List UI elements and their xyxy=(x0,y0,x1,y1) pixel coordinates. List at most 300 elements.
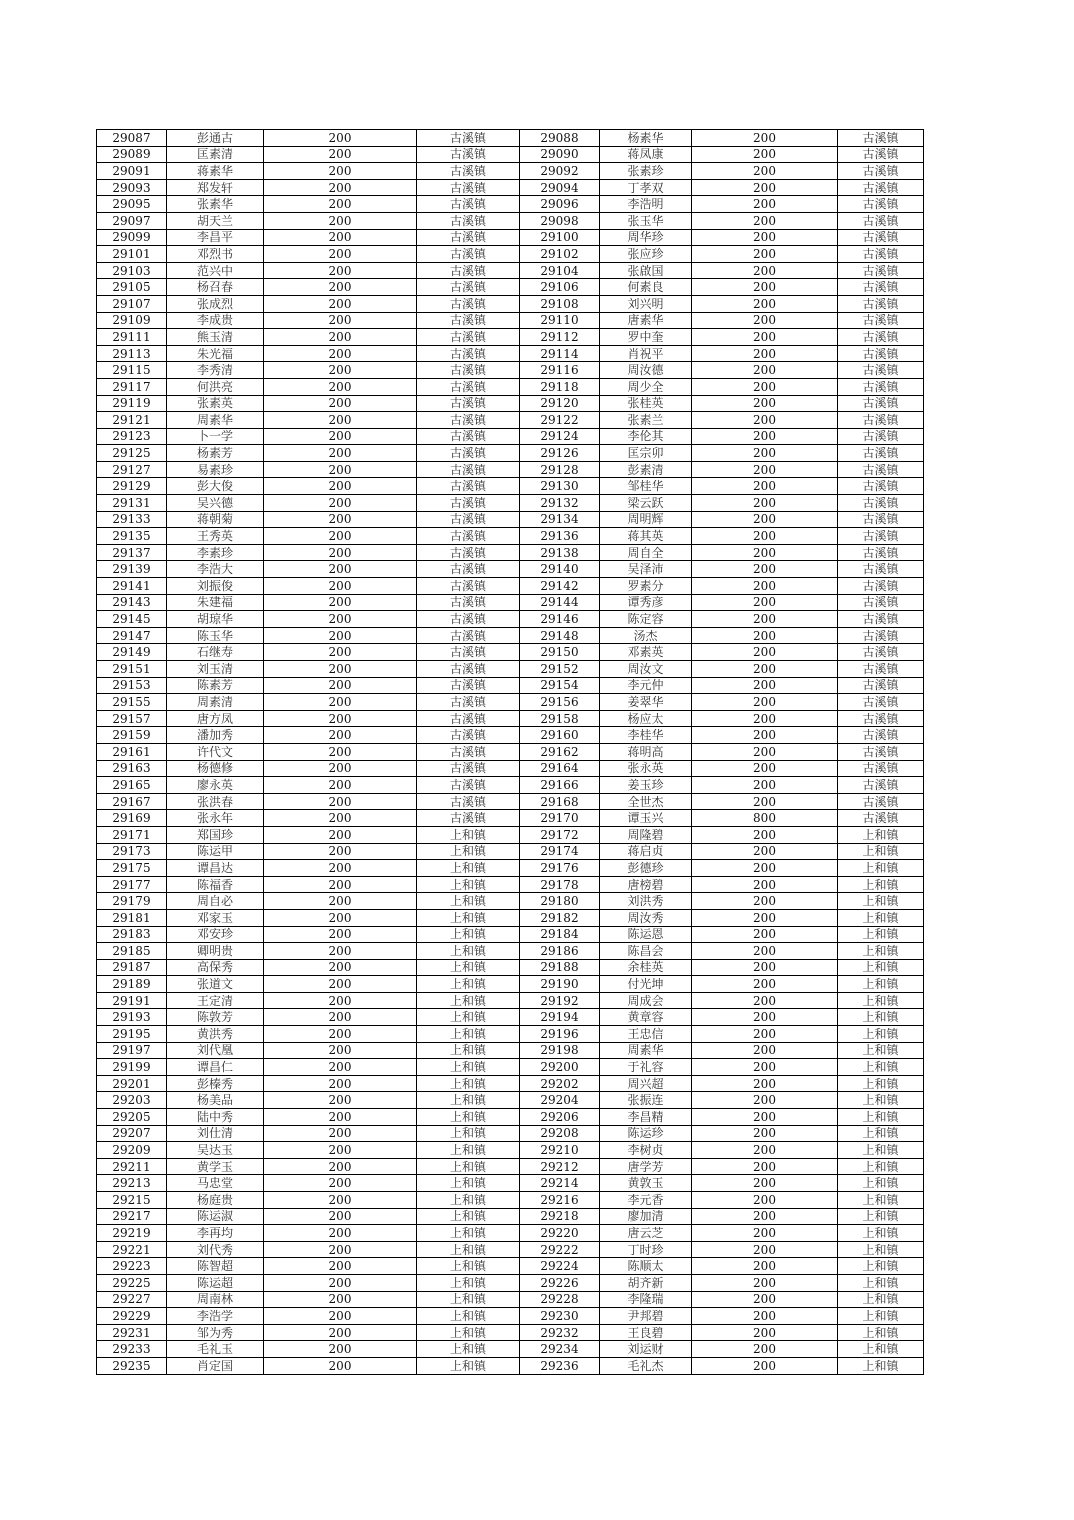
record-id-cell: 29142 xyxy=(520,578,600,595)
township-cell: 古溪镇 xyxy=(417,262,520,279)
person-name-cell: 罗素分 xyxy=(600,578,692,595)
township-cell: 古溪镇 xyxy=(417,163,520,180)
township-cell: 上和镇 xyxy=(417,1109,520,1126)
person-name-cell: 周兴超 xyxy=(600,1075,692,1092)
amount-cell: 200 xyxy=(264,561,417,578)
amount-cell: 200 xyxy=(692,561,838,578)
township-cell: 古溪镇 xyxy=(838,644,924,661)
record-id-cell: 29103 xyxy=(97,262,167,279)
record-id-cell: 29094 xyxy=(520,179,600,196)
amount-cell: 200 xyxy=(264,246,417,263)
record-id-cell: 29160 xyxy=(520,727,600,744)
township-cell: 古溪镇 xyxy=(838,677,924,694)
amount-cell: 200 xyxy=(692,1009,838,1026)
table-row xyxy=(97,179,924,196)
record-id-cell: 29177 xyxy=(97,876,167,893)
amount-cell: 200 xyxy=(692,511,838,528)
amount-cell: 200 xyxy=(264,163,417,180)
person-name-cell: 李隆瑞 xyxy=(600,1291,692,1308)
table-row xyxy=(97,594,924,611)
record-id-cell: 29134 xyxy=(520,511,600,528)
person-name-cell: 卿明贵 xyxy=(167,943,264,960)
amount-cell: 800 xyxy=(692,810,838,827)
person-name-cell: 张玉华 xyxy=(600,212,692,229)
township-cell: 古溪镇 xyxy=(417,661,520,678)
record-id-cell: 29183 xyxy=(97,926,167,943)
record-id-cell: 29122 xyxy=(520,412,600,429)
record-id-cell: 29168 xyxy=(520,793,600,810)
township-cell: 古溪镇 xyxy=(838,196,924,213)
person-name-cell: 杨庭贵 xyxy=(167,1192,264,1209)
table-row xyxy=(97,1092,924,1109)
record-id-cell: 29232 xyxy=(520,1324,600,1341)
record-id-cell: 29154 xyxy=(520,677,600,694)
person-name-cell: 杨素华 xyxy=(600,130,692,147)
amount-cell: 200 xyxy=(264,677,417,694)
township-cell: 古溪镇 xyxy=(838,246,924,263)
amount-cell: 200 xyxy=(264,727,417,744)
person-name-cell: 陈玉华 xyxy=(167,627,264,644)
record-id-cell: 29228 xyxy=(520,1291,600,1308)
person-name-cell: 毛礼玉 xyxy=(167,1341,264,1358)
person-name-cell: 邓家玉 xyxy=(167,909,264,926)
person-name-cell: 周隆碧 xyxy=(600,826,692,843)
township-cell: 上和镇 xyxy=(417,1258,520,1275)
record-id-cell: 29210 xyxy=(520,1142,600,1159)
table-row xyxy=(97,976,924,993)
amount-cell: 200 xyxy=(264,179,417,196)
amount-cell: 200 xyxy=(264,345,417,362)
amount-cell: 200 xyxy=(264,1274,417,1291)
township-cell: 古溪镇 xyxy=(838,727,924,744)
person-name-cell: 刘兴明 xyxy=(600,295,692,312)
township-cell: 古溪镇 xyxy=(838,611,924,628)
amount-cell: 200 xyxy=(692,1225,838,1242)
township-cell: 上和镇 xyxy=(838,959,924,976)
table-row xyxy=(97,876,924,893)
amount-cell: 200 xyxy=(692,743,838,760)
township-cell: 古溪镇 xyxy=(417,295,520,312)
record-id-cell: 29235 xyxy=(97,1357,167,1374)
record-id-cell: 29200 xyxy=(520,1059,600,1076)
amount-cell: 200 xyxy=(264,1308,417,1325)
township-cell: 古溪镇 xyxy=(417,627,520,644)
record-id-cell: 29152 xyxy=(520,661,600,678)
township-cell: 上和镇 xyxy=(417,1042,520,1059)
township-cell: 古溪镇 xyxy=(417,212,520,229)
township-cell: 上和镇 xyxy=(838,1075,924,1092)
table-row xyxy=(97,561,924,578)
person-name-cell: 朱光福 xyxy=(167,345,264,362)
township-cell: 上和镇 xyxy=(838,826,924,843)
record-id-cell: 29202 xyxy=(520,1075,600,1092)
township-cell: 上和镇 xyxy=(417,1291,520,1308)
township-cell: 上和镇 xyxy=(417,843,520,860)
person-name-cell: 刘代凰 xyxy=(167,1042,264,1059)
amount-cell: 200 xyxy=(692,611,838,628)
amount-cell: 200 xyxy=(264,710,417,727)
amount-cell: 200 xyxy=(264,1142,417,1159)
amount-cell: 200 xyxy=(692,1075,838,1092)
amount-cell: 200 xyxy=(692,1192,838,1209)
township-cell: 古溪镇 xyxy=(838,395,924,412)
amount-cell: 200 xyxy=(692,461,838,478)
table-row xyxy=(97,345,924,362)
payment-table xyxy=(96,129,924,1375)
amount-cell: 200 xyxy=(692,179,838,196)
amount-cell: 200 xyxy=(692,694,838,711)
person-name-cell: 蒋朝菊 xyxy=(167,511,264,528)
record-id-cell: 29214 xyxy=(520,1175,600,1192)
table-row xyxy=(97,1308,924,1325)
table-row xyxy=(97,1291,924,1308)
record-id-cell: 29088 xyxy=(520,130,600,147)
record-id-cell: 29106 xyxy=(520,279,600,296)
township-cell: 上和镇 xyxy=(417,1341,520,1358)
record-id-cell: 29181 xyxy=(97,909,167,926)
amount-cell: 200 xyxy=(264,1009,417,1026)
record-id-cell: 29116 xyxy=(520,362,600,379)
township-cell: 古溪镇 xyxy=(838,212,924,229)
record-id-cell: 29213 xyxy=(97,1175,167,1192)
record-id-cell: 29195 xyxy=(97,1026,167,1043)
person-name-cell: 何洪亮 xyxy=(167,378,264,395)
person-name-cell: 彭素清 xyxy=(600,461,692,478)
amount-cell: 200 xyxy=(264,312,417,329)
township-cell: 古溪镇 xyxy=(838,345,924,362)
record-id-cell: 29170 xyxy=(520,810,600,827)
record-id-cell: 29107 xyxy=(97,295,167,312)
amount-cell: 200 xyxy=(264,495,417,512)
township-cell: 上和镇 xyxy=(417,909,520,926)
table-row xyxy=(97,661,924,678)
township-cell: 上和镇 xyxy=(417,926,520,943)
record-id-cell: 29172 xyxy=(520,826,600,843)
record-id-cell: 29119 xyxy=(97,395,167,412)
amount-cell: 200 xyxy=(692,1357,838,1374)
record-id-cell: 29129 xyxy=(97,478,167,495)
person-name-cell: 张桂英 xyxy=(600,395,692,412)
person-name-cell: 周明辉 xyxy=(600,511,692,528)
township-cell: 上和镇 xyxy=(417,860,520,877)
table-row xyxy=(97,992,924,1009)
amount-cell: 200 xyxy=(692,246,838,263)
table-row xyxy=(97,246,924,263)
record-id-cell: 29115 xyxy=(97,362,167,379)
person-name-cell: 谭玉兴 xyxy=(600,810,692,827)
record-id-cell: 29215 xyxy=(97,1192,167,1209)
township-cell: 古溪镇 xyxy=(417,179,520,196)
record-id-cell: 29158 xyxy=(520,710,600,727)
person-name-cell: 全世杰 xyxy=(600,793,692,810)
amount-cell: 200 xyxy=(692,1109,838,1126)
table-row xyxy=(97,959,924,976)
person-name-cell: 彭大俊 xyxy=(167,478,264,495)
record-id-cell: 29167 xyxy=(97,793,167,810)
record-id-cell: 29111 xyxy=(97,329,167,346)
table-row xyxy=(97,528,924,545)
amount-cell: 200 xyxy=(692,976,838,993)
table-row xyxy=(97,1274,924,1291)
amount-cell: 200 xyxy=(264,1241,417,1258)
record-id-cell: 29186 xyxy=(520,943,600,960)
record-id-cell: 29137 xyxy=(97,544,167,561)
person-name-cell: 彭通古 xyxy=(167,130,264,147)
person-name-cell: 彭德珍 xyxy=(600,860,692,877)
township-cell: 古溪镇 xyxy=(417,760,520,777)
township-cell: 上和镇 xyxy=(838,1192,924,1209)
record-id-cell: 29126 xyxy=(520,445,600,462)
table-row xyxy=(97,1059,924,1076)
person-name-cell: 刘洪秀 xyxy=(600,893,692,910)
township-cell: 上和镇 xyxy=(417,893,520,910)
amount-cell: 200 xyxy=(264,810,417,827)
record-id-cell: 29091 xyxy=(97,163,167,180)
township-cell: 古溪镇 xyxy=(417,793,520,810)
amount-cell: 200 xyxy=(264,876,417,893)
amount-cell: 200 xyxy=(692,130,838,147)
record-id-cell: 29192 xyxy=(520,992,600,1009)
township-cell: 上和镇 xyxy=(838,1009,924,1026)
township-cell: 上和镇 xyxy=(838,1357,924,1374)
record-id-cell: 29231 xyxy=(97,1324,167,1341)
amount-cell: 200 xyxy=(692,959,838,976)
township-cell: 古溪镇 xyxy=(417,743,520,760)
person-name-cell: 陈敦芳 xyxy=(167,1009,264,1026)
table-row xyxy=(97,926,924,943)
township-cell: 上和镇 xyxy=(417,826,520,843)
record-id-cell: 29208 xyxy=(520,1125,600,1142)
person-name-cell: 李再均 xyxy=(167,1225,264,1242)
table-row xyxy=(97,295,924,312)
record-id-cell: 29209 xyxy=(97,1142,167,1159)
person-name-cell: 高保秀 xyxy=(167,959,264,976)
person-name-cell: 吴达玉 xyxy=(167,1142,264,1159)
township-cell: 古溪镇 xyxy=(838,295,924,312)
township-cell: 上和镇 xyxy=(417,1357,520,1374)
amount-cell: 200 xyxy=(264,611,417,628)
person-name-cell: 陈运淑 xyxy=(167,1208,264,1225)
township-cell: 古溪镇 xyxy=(417,279,520,296)
township-cell: 上和镇 xyxy=(838,943,924,960)
record-id-cell: 29144 xyxy=(520,594,600,611)
township-cell: 上和镇 xyxy=(838,1341,924,1358)
table-row xyxy=(97,1075,924,1092)
township-cell: 上和镇 xyxy=(838,1042,924,1059)
person-name-cell: 张啟国 xyxy=(600,262,692,279)
person-name-cell: 刘代秀 xyxy=(167,1241,264,1258)
table-row xyxy=(97,1142,924,1159)
person-name-cell: 李素珍 xyxy=(167,544,264,561)
township-cell: 上和镇 xyxy=(838,1308,924,1325)
record-id-cell: 29118 xyxy=(520,378,600,395)
record-id-cell: 29121 xyxy=(97,412,167,429)
person-name-cell: 范兴中 xyxy=(167,262,264,279)
table-row xyxy=(97,1225,924,1242)
person-name-cell: 唐榜碧 xyxy=(600,876,692,893)
amount-cell: 200 xyxy=(692,760,838,777)
person-name-cell: 邹桂华 xyxy=(600,478,692,495)
record-id-cell: 29175 xyxy=(97,860,167,877)
township-cell: 上和镇 xyxy=(838,926,924,943)
amount-cell: 200 xyxy=(264,461,417,478)
person-name-cell: 肖定国 xyxy=(167,1357,264,1374)
record-id-cell: 29222 xyxy=(520,1241,600,1258)
amount-cell: 200 xyxy=(692,1158,838,1175)
person-name-cell: 姜翠华 xyxy=(600,694,692,711)
person-name-cell: 胡琼华 xyxy=(167,611,264,628)
township-cell: 上和镇 xyxy=(838,876,924,893)
township-cell: 古溪镇 xyxy=(838,329,924,346)
record-id-cell: 29113 xyxy=(97,345,167,362)
amount-cell: 200 xyxy=(264,943,417,960)
person-name-cell: 胡齐新 xyxy=(600,1274,692,1291)
township-cell: 古溪镇 xyxy=(838,743,924,760)
person-name-cell: 李桂华 xyxy=(600,727,692,744)
table-row xyxy=(97,743,924,760)
amount-cell: 200 xyxy=(264,1026,417,1043)
record-id-cell: 29199 xyxy=(97,1059,167,1076)
person-name-cell: 谭昌仁 xyxy=(167,1059,264,1076)
township-cell: 古溪镇 xyxy=(417,644,520,661)
township-cell: 古溪镇 xyxy=(417,528,520,545)
township-cell: 古溪镇 xyxy=(838,461,924,478)
record-id-cell: 29148 xyxy=(520,627,600,644)
township-cell: 古溪镇 xyxy=(417,362,520,379)
township-cell: 上和镇 xyxy=(838,1109,924,1126)
person-name-cell: 许代文 xyxy=(167,743,264,760)
township-cell: 上和镇 xyxy=(838,1274,924,1291)
person-name-cell: 张素兰 xyxy=(600,412,692,429)
table-row xyxy=(97,1125,924,1142)
amount-cell: 200 xyxy=(692,544,838,561)
township-cell: 古溪镇 xyxy=(417,146,520,163)
person-name-cell: 蒋启贞 xyxy=(600,843,692,860)
person-name-cell: 唐方凤 xyxy=(167,710,264,727)
record-id-cell: 29176 xyxy=(520,860,600,877)
amount-cell: 200 xyxy=(264,594,417,611)
township-cell: 古溪镇 xyxy=(417,777,520,794)
table-row xyxy=(97,378,924,395)
record-id-cell: 29087 xyxy=(97,130,167,147)
person-name-cell: 李浩学 xyxy=(167,1308,264,1325)
record-id-cell: 29145 xyxy=(97,611,167,628)
township-cell: 古溪镇 xyxy=(417,677,520,694)
amount-cell: 200 xyxy=(692,495,838,512)
amount-cell: 200 xyxy=(264,893,417,910)
township-cell: 上和镇 xyxy=(838,1142,924,1159)
township-cell: 古溪镇 xyxy=(417,495,520,512)
person-name-cell: 熊玉清 xyxy=(167,329,264,346)
table-row xyxy=(97,312,924,329)
amount-cell: 200 xyxy=(264,1324,417,1341)
person-name-cell: 马忠堂 xyxy=(167,1175,264,1192)
amount-cell: 200 xyxy=(264,428,417,445)
person-name-cell: 彭榛秀 xyxy=(167,1075,264,1092)
person-name-cell: 刘振俊 xyxy=(167,578,264,595)
township-cell: 上和镇 xyxy=(417,1026,520,1043)
record-id-cell: 29108 xyxy=(520,295,600,312)
person-name-cell: 丁孝双 xyxy=(600,179,692,196)
table-row xyxy=(97,1042,924,1059)
township-cell: 上和镇 xyxy=(838,1158,924,1175)
amount-cell: 200 xyxy=(692,1341,838,1358)
township-cell: 上和镇 xyxy=(838,909,924,926)
township-cell: 古溪镇 xyxy=(417,594,520,611)
record-id-cell: 29187 xyxy=(97,959,167,976)
township-cell: 上和镇 xyxy=(838,860,924,877)
table-row xyxy=(97,1192,924,1209)
township-cell: 古溪镇 xyxy=(417,246,520,263)
record-id-cell: 29089 xyxy=(97,146,167,163)
township-cell: 古溪镇 xyxy=(838,694,924,711)
township-cell: 古溪镇 xyxy=(838,710,924,727)
record-id-cell: 29174 xyxy=(520,843,600,860)
person-name-cell: 李浩明 xyxy=(600,196,692,213)
record-id-cell: 29101 xyxy=(97,246,167,263)
person-name-cell: 杨德修 xyxy=(167,760,264,777)
person-name-cell: 陈顺太 xyxy=(600,1258,692,1275)
table-row xyxy=(97,1109,924,1126)
person-name-cell: 李成贵 xyxy=(167,312,264,329)
record-id-cell: 29188 xyxy=(520,959,600,976)
township-cell: 上和镇 xyxy=(417,1324,520,1341)
record-id-cell: 29165 xyxy=(97,777,167,794)
amount-cell: 200 xyxy=(692,777,838,794)
person-name-cell: 周素清 xyxy=(167,694,264,711)
record-id-cell: 29095 xyxy=(97,196,167,213)
township-cell: 上和镇 xyxy=(838,1225,924,1242)
record-id-cell: 29093 xyxy=(97,179,167,196)
record-id-cell: 29157 xyxy=(97,710,167,727)
person-name-cell: 陈福香 xyxy=(167,876,264,893)
amount-cell: 200 xyxy=(692,627,838,644)
amount-cell: 200 xyxy=(264,362,417,379)
amount-cell: 200 xyxy=(692,1142,838,1159)
amount-cell: 200 xyxy=(264,395,417,412)
person-name-cell: 谭昌达 xyxy=(167,860,264,877)
amount-cell: 200 xyxy=(692,1291,838,1308)
township-cell: 上和镇 xyxy=(417,1274,520,1291)
table-row xyxy=(97,544,924,561)
amount-cell: 200 xyxy=(264,1258,417,1275)
person-name-cell: 李元香 xyxy=(600,1192,692,1209)
township-cell: 古溪镇 xyxy=(838,445,924,462)
township-cell: 上和镇 xyxy=(417,876,520,893)
township-cell: 上和镇 xyxy=(417,1059,520,1076)
record-id-cell: 29143 xyxy=(97,594,167,611)
amount-cell: 200 xyxy=(692,1274,838,1291)
table-row xyxy=(97,843,924,860)
amount-cell: 200 xyxy=(264,578,417,595)
record-id-cell: 29196 xyxy=(520,1026,600,1043)
person-name-cell: 周自必 xyxy=(167,893,264,910)
amount-cell: 200 xyxy=(264,130,417,147)
township-cell: 上和镇 xyxy=(838,893,924,910)
table-row xyxy=(97,163,924,180)
record-id-cell: 29130 xyxy=(520,478,600,495)
person-name-cell: 周汝秀 xyxy=(600,909,692,926)
township-cell: 古溪镇 xyxy=(838,495,924,512)
person-name-cell: 李树贞 xyxy=(600,1142,692,1159)
person-name-cell: 石继寿 xyxy=(167,644,264,661)
township-cell: 上和镇 xyxy=(417,1009,520,1026)
amount-cell: 200 xyxy=(692,196,838,213)
township-cell: 上和镇 xyxy=(838,1026,924,1043)
table-row xyxy=(97,1175,924,1192)
person-name-cell: 邓烈书 xyxy=(167,246,264,263)
record-id-cell: 29190 xyxy=(520,976,600,993)
